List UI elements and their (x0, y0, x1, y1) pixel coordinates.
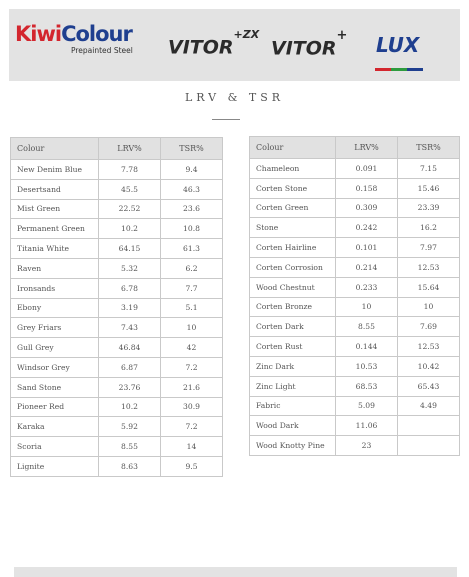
colour-name-cell: Corten Stone (250, 178, 336, 198)
table-row (250, 257, 460, 277)
colour-name-cell: Lignite (11, 456, 99, 476)
table-row (11, 278, 223, 298)
column-header: LRV% (99, 138, 161, 160)
table-row (250, 297, 460, 317)
table-row (250, 238, 460, 258)
colour-name-cell: Windsor Grey (11, 357, 99, 377)
lrv-cell: 10.2 (99, 397, 161, 417)
colour-name-cell: Raven (11, 258, 99, 278)
tsr-cell: 61.3 (161, 239, 223, 259)
table-row (250, 396, 460, 416)
colour-name-cell: Karaka (11, 417, 99, 437)
title-divider (212, 119, 240, 120)
tsr-cell: 12.53 (398, 257, 460, 277)
tsr-cell: 10.8 (161, 219, 223, 239)
table-row (11, 199, 223, 219)
lrv-cell: 3.19 (99, 298, 161, 318)
lrv-cell: 64.15 (99, 239, 161, 259)
table-row (250, 198, 460, 218)
vitor-zx-name: VITOR (168, 36, 234, 59)
table-row (250, 416, 460, 436)
colour-name-cell: Ebony (11, 298, 99, 318)
lrv-cell: 68.53 (336, 376, 398, 396)
lrv-cell: 0.144 (336, 337, 398, 357)
lrv-cell: 10 (336, 297, 398, 317)
page-title: LRV & TSR (184, 91, 285, 104)
table-row (250, 436, 460, 456)
column-header: Colour (11, 138, 99, 160)
column-header: LRV% (336, 137, 398, 159)
lrv-cell: 22.52 (99, 199, 161, 219)
lrv-cell: 0.233 (336, 277, 398, 297)
colour-name-cell: Wood Dark (250, 416, 336, 436)
lrv-cell: 0.214 (336, 257, 398, 277)
lrv-tsr-table-right (249, 136, 460, 456)
table-row (11, 357, 223, 377)
table-row (11, 179, 223, 199)
header-banner (9, 9, 460, 81)
lux-stripe-blue (407, 68, 423, 71)
lrv-cell: 6.78 (99, 278, 161, 298)
lrv-cell: 7.43 (99, 318, 161, 338)
colour-name-cell: Desertsand (11, 179, 99, 199)
table-row (11, 397, 223, 417)
table-row (250, 356, 460, 376)
tsr-cell (398, 416, 460, 436)
tsr-cell: 7.69 (398, 317, 460, 337)
tsr-cell: 23.39 (398, 198, 460, 218)
table-row (250, 277, 460, 297)
lrv-cell: 8.63 (99, 456, 161, 476)
tsr-cell: 9.4 (161, 160, 223, 180)
vitor-plus-sup: + (336, 28, 348, 43)
colour-name-cell: Titania White (11, 239, 99, 259)
tsr-cell: 14 (161, 437, 223, 457)
lrv-cell: 0.242 (336, 218, 398, 238)
table-row (11, 160, 223, 180)
table-row (250, 218, 460, 238)
vitor-plus-logo (271, 28, 348, 60)
table-row (11, 219, 223, 239)
table-row (250, 159, 460, 179)
tsr-cell: 10 (398, 297, 460, 317)
table-row (11, 298, 223, 318)
colour-name-cell: Chameleon (250, 159, 336, 179)
lux-stripe-red (375, 68, 391, 71)
tsr-cell: 9.5 (161, 456, 223, 476)
table-row (11, 456, 223, 476)
colour-name-cell: Corten Green (250, 198, 336, 218)
colour-name-cell: Zinc Dark (250, 356, 336, 376)
tsr-cell: 7.2 (161, 417, 223, 437)
table-header-row (250, 137, 460, 159)
tsr-cell: 7.7 (161, 278, 223, 298)
lrv-tsr-table-left (10, 137, 223, 477)
colour-name-cell: Corten Bronze (250, 297, 336, 317)
table-row (11, 437, 223, 457)
lrv-cell: 0.309 (336, 198, 398, 218)
lrv-cell: 8.55 (99, 437, 161, 457)
colour-name-cell: Sand Stone (11, 377, 99, 397)
table-row (11, 377, 223, 397)
lrv-cell: 7.78 (99, 160, 161, 180)
colour-name-cell: Ironsands (11, 278, 99, 298)
colour-name-cell: Corten Hairline (250, 238, 336, 258)
colour-name-cell: Stone (250, 218, 336, 238)
lrv-cell: 5.09 (336, 396, 398, 416)
table-row (250, 376, 460, 396)
table-row (250, 337, 460, 357)
tsr-cell: 7.97 (398, 238, 460, 258)
lrv-cell: 11.06 (336, 416, 398, 436)
colour-name-cell: Fabric (250, 396, 336, 416)
tsr-cell: 10 (161, 318, 223, 338)
colour-name-cell: Zinc Light (250, 376, 336, 396)
lrv-cell: 0.101 (336, 238, 398, 258)
tsr-cell: 4.49 (398, 396, 460, 416)
tsr-cell: 10.42 (398, 356, 460, 376)
table-header-row (11, 138, 223, 160)
vitor-plus-name: VITOR (271, 37, 337, 60)
tsr-cell: 7.2 (161, 357, 223, 377)
lrv-cell: 45.5 (99, 179, 161, 199)
colour-name-cell: Wood Chestnut (250, 277, 336, 297)
table-row (11, 258, 223, 278)
lrv-cell: 10.53 (336, 356, 398, 376)
colour-name-cell: Grey Friars (11, 318, 99, 338)
colour-name-cell: Corten Corrosion (250, 257, 336, 277)
brand-kiwi: Kiwi (15, 22, 62, 46)
vitor-zx-logo (168, 28, 260, 59)
lrv-cell: 5.92 (99, 417, 161, 437)
tsr-cell: 12.53 (398, 337, 460, 357)
column-header: Colour (250, 137, 336, 159)
footer-bar (14, 567, 457, 577)
colour-name-cell: Mist Green (11, 199, 99, 219)
table-row (250, 317, 460, 337)
column-header: TSR% (161, 138, 223, 160)
lux-color-stripe (375, 56, 425, 59)
tsr-cell: 21.6 (161, 377, 223, 397)
column-header: TSR% (398, 137, 460, 159)
tsr-cell: 16.2 (398, 218, 460, 238)
tsr-cell: 15.64 (398, 277, 460, 297)
tsr-cell: 30.9 (161, 397, 223, 417)
table-row (250, 178, 460, 198)
lrv-cell: 8.55 (336, 317, 398, 337)
tsr-cell (398, 436, 460, 456)
tsr-cell: 5.1 (161, 298, 223, 318)
table-row (11, 338, 223, 358)
table-row (11, 417, 223, 437)
lrv-cell: 23.76 (99, 377, 161, 397)
colour-name-cell: Corten Rust (250, 337, 336, 357)
colour-name-cell: Permanent Green (11, 219, 99, 239)
lrv-cell: 10.2 (99, 219, 161, 239)
tsr-cell: 15.46 (398, 178, 460, 198)
brand-colour: Colour (61, 22, 132, 46)
table-row (11, 239, 223, 259)
colour-name-cell: New Denim Blue (11, 160, 99, 180)
lux-logo: LUX (376, 33, 420, 57)
lrv-cell: 23 (336, 436, 398, 456)
colour-name-cell: Scoria (11, 437, 99, 457)
lrv-cell: 46.84 (99, 338, 161, 358)
tsr-cell: 23.6 (161, 199, 223, 219)
colour-name-cell: Corten Dark (250, 317, 336, 337)
tsr-cell: 46.3 (161, 179, 223, 199)
colour-name-cell: Pioneer Red (11, 397, 99, 417)
lux-stripe-green (391, 68, 407, 71)
lrv-cell: 0.158 (336, 178, 398, 198)
colour-name-cell: Gull Grey (11, 338, 99, 358)
lrv-cell: 5.32 (99, 258, 161, 278)
brand-subtitle: Prepainted Steel (71, 46, 133, 55)
lrv-cell: 6.87 (99, 357, 161, 377)
kiwicolour-logo (15, 23, 140, 67)
lrv-cell: 0.091 (336, 159, 398, 179)
tsr-cell: 65.43 (398, 376, 460, 396)
tsr-cell: 7.15 (398, 159, 460, 179)
table-row (11, 318, 223, 338)
colour-name-cell: Wood Knotty Pine (250, 436, 336, 456)
tsr-cell: 6.2 (161, 258, 223, 278)
vitor-zx-sup: +ZX (233, 28, 260, 41)
tsr-cell: 42 (161, 338, 223, 358)
